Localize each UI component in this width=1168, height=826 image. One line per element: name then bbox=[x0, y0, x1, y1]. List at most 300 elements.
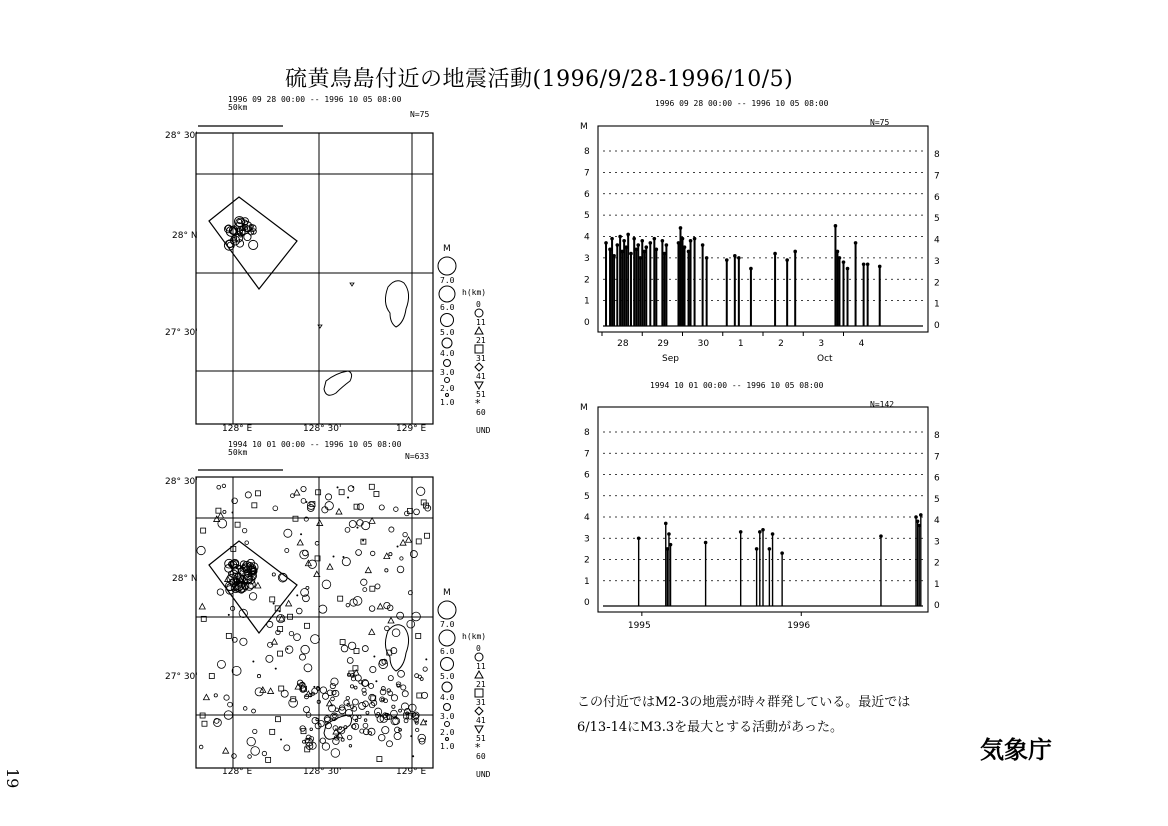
map-bottom-scale: 50km bbox=[228, 448, 248, 457]
earthquake-cluster bbox=[225, 559, 258, 594]
chart-y-tick-label: 6 bbox=[584, 470, 590, 481]
earthquake-marker bbox=[300, 550, 309, 559]
legend-magnitude-circle bbox=[442, 338, 452, 348]
chart-y-tick-label-right: 3 bbox=[934, 256, 940, 267]
earthquake-marker bbox=[370, 551, 374, 555]
chart-y-tick-label: 5 bbox=[584, 491, 590, 502]
chart-point bbox=[914, 515, 918, 519]
legend-depth-symbol bbox=[475, 689, 483, 697]
legend-depth-label: 0 bbox=[476, 300, 481, 309]
earthquake-marker bbox=[346, 603, 350, 607]
agency-name: 気象庁 bbox=[980, 735, 1052, 764]
legend-depth-label: 60 bbox=[476, 408, 486, 417]
legend-depth-label: 31 bbox=[476, 354, 486, 363]
legend-depth-label: UND bbox=[476, 426, 491, 435]
earthquake-marker bbox=[322, 743, 329, 750]
chart-point bbox=[689, 239, 693, 243]
earthquake-marker bbox=[366, 711, 369, 714]
map-bottom-lon-3: 129° E bbox=[396, 767, 427, 777]
earthquake-marker bbox=[252, 661, 254, 663]
map-top-lon-1: 128° E bbox=[222, 424, 253, 434]
legend-magnitude-label: 4.0 bbox=[440, 693, 455, 702]
chart-bottom-ylabel: M bbox=[580, 403, 588, 413]
earthquake-marker bbox=[346, 696, 349, 699]
earthquake-marker bbox=[270, 597, 275, 602]
legend-magnitude-label: 6.0 bbox=[440, 647, 455, 656]
chart-top-month-sep: Sep bbox=[662, 354, 679, 364]
chart-point bbox=[612, 254, 616, 258]
chart-point bbox=[879, 534, 883, 538]
earthquake-marker bbox=[271, 639, 277, 645]
earthquake-marker bbox=[341, 738, 344, 741]
chart-point bbox=[683, 245, 687, 249]
chart-point bbox=[842, 260, 846, 264]
map-top-lon-2: 128° 30' bbox=[303, 424, 342, 434]
legend-magnitude-label: 5.0 bbox=[440, 671, 455, 681]
earthquake-marker bbox=[416, 633, 421, 638]
legend-magnitude-circle bbox=[442, 682, 452, 692]
earthquake-marker bbox=[369, 694, 376, 701]
legend-depth-symbol bbox=[475, 363, 483, 371]
chart-point bbox=[622, 239, 626, 243]
earthquake-marker bbox=[303, 706, 309, 712]
earthquake-marker bbox=[385, 569, 388, 572]
earthquake-marker bbox=[202, 721, 207, 726]
earthquake-marker bbox=[251, 747, 260, 756]
earthquake-marker bbox=[217, 660, 225, 668]
chart-point bbox=[626, 233, 630, 237]
chart-point bbox=[739, 530, 743, 534]
earthquake-marker bbox=[423, 667, 427, 671]
earthquake-marker bbox=[255, 582, 261, 588]
chart-point bbox=[632, 237, 636, 241]
earthquake-marker bbox=[299, 654, 305, 660]
earthquake-marker bbox=[389, 527, 394, 532]
legend-depth-symbol: * bbox=[475, 741, 481, 754]
earthquake-marker bbox=[320, 738, 325, 743]
earthquake-marker bbox=[278, 627, 283, 632]
chart-point bbox=[768, 547, 772, 551]
legend-magnitude-label: 1.0 bbox=[440, 741, 455, 751]
chart-y-tick-label-right: 2 bbox=[934, 278, 940, 289]
chart-y-tick-label: 5 bbox=[584, 211, 590, 222]
earthquake-marker bbox=[320, 687, 326, 693]
chart-point bbox=[758, 530, 762, 534]
chart-x-tick-label: 3 bbox=[818, 339, 825, 349]
chart-y-tick-label-right: 8 bbox=[934, 431, 940, 441]
earthquake-marker bbox=[252, 503, 257, 508]
earthquake-marker bbox=[362, 680, 368, 686]
map-top-scale: 50km bbox=[228, 103, 248, 112]
chart-point bbox=[669, 543, 673, 547]
map-bottom-lat-3: 27° 30' bbox=[165, 672, 198, 682]
earthquake-marker bbox=[350, 283, 354, 286]
earthquake-marker bbox=[425, 658, 427, 660]
chart-point bbox=[629, 252, 633, 256]
earthquake-marker bbox=[392, 705, 395, 708]
earthquake-marker bbox=[245, 541, 249, 545]
earthquake-marker bbox=[244, 233, 251, 240]
earthquake-marker bbox=[397, 612, 404, 619]
chart-0 bbox=[584, 126, 940, 349]
earthquake-marker bbox=[353, 597, 362, 606]
earthquake-marker bbox=[398, 670, 405, 677]
chart-point bbox=[610, 237, 614, 241]
chart-bottom-title: 1994 10 01 00:00 -- 1996 10 05 08:00 bbox=[650, 381, 824, 390]
chart-point bbox=[664, 522, 668, 526]
earthquake-marker bbox=[199, 745, 203, 749]
map-top-lat-1: 28° 30' bbox=[165, 131, 198, 141]
chart-point bbox=[653, 237, 657, 241]
legend-magnitude-label: 7.0 bbox=[440, 276, 455, 285]
earthquake-marker bbox=[345, 527, 350, 532]
earthquake-scatter bbox=[197, 484, 431, 762]
legend-magnitude-label: 2.0 bbox=[440, 727, 455, 737]
earthquake-marker bbox=[338, 596, 343, 601]
earthquake-marker bbox=[342, 556, 344, 558]
earthquake-marker bbox=[421, 692, 427, 698]
earthquake-marker bbox=[369, 484, 374, 489]
legend-magnitude-circle bbox=[441, 658, 454, 671]
chart-point bbox=[704, 541, 708, 545]
earthquake-marker bbox=[228, 614, 230, 616]
chart-point bbox=[681, 237, 685, 241]
chart-y-tick-label: 0 bbox=[584, 318, 590, 328]
earthquake-marker bbox=[377, 757, 382, 762]
chart-y-tick-label-right: 4 bbox=[934, 235, 940, 246]
chart-point bbox=[618, 235, 622, 239]
map-top-period: 1996 09 28 00:00 -- 1996 10 05 08:00 bbox=[228, 95, 402, 104]
earthquake-marker bbox=[200, 713, 205, 718]
legend-depth-label: 41 bbox=[476, 372, 486, 381]
earthquake-marker bbox=[363, 723, 368, 728]
earthquake-marker bbox=[330, 683, 335, 688]
chart-x-tick-label: 29 bbox=[657, 339, 669, 349]
earthquake-marker bbox=[273, 602, 275, 604]
earthquake-marker bbox=[306, 586, 309, 589]
earthquake-marker bbox=[361, 579, 367, 585]
chart-point bbox=[846, 267, 850, 271]
earthquake-marker bbox=[217, 589, 223, 595]
earthquake-marker bbox=[223, 510, 226, 513]
earthquake-marker bbox=[379, 505, 384, 510]
chart-point bbox=[636, 243, 640, 247]
chart-x-tick-label: 1996 bbox=[787, 621, 811, 631]
earthquake-marker bbox=[354, 686, 357, 689]
legend-depth-label: 11 bbox=[476, 318, 486, 327]
legend-magnitude-circle bbox=[446, 738, 449, 741]
earthquake-marker bbox=[342, 558, 350, 566]
legend-depth-symbol bbox=[475, 382, 483, 389]
earthquake-marker bbox=[389, 553, 392, 556]
earthquake-marker bbox=[347, 657, 353, 663]
earthquake-marker bbox=[394, 733, 401, 740]
earthquake-marker bbox=[280, 739, 282, 741]
chart-point bbox=[644, 245, 648, 249]
earthquake-marker bbox=[352, 486, 354, 488]
map-bottom-lon-1: 128° E bbox=[222, 767, 253, 777]
legend-depth-symbol bbox=[475, 309, 483, 317]
chart-y-tick-label: 3 bbox=[584, 253, 590, 264]
earthquake-marker bbox=[228, 702, 233, 707]
earthquake-marker bbox=[365, 567, 371, 573]
earthquake-marker bbox=[266, 655, 273, 662]
chart-point bbox=[773, 252, 777, 256]
earthquake-marker bbox=[385, 626, 390, 631]
map-top-lat-3: 27° 30' bbox=[165, 328, 198, 338]
map-bottom-count: N=633 bbox=[405, 452, 430, 461]
island-outline bbox=[385, 281, 408, 327]
earthquake-marker bbox=[262, 751, 266, 755]
chart-y-tick-label: 2 bbox=[584, 275, 590, 286]
map-top-lon-3: 129° E bbox=[396, 424, 427, 434]
earthquake-marker bbox=[410, 735, 412, 737]
chart-y-tick-label-right: 1 bbox=[934, 579, 940, 590]
earthquake-marker bbox=[374, 492, 379, 497]
chart-point bbox=[655, 248, 659, 252]
earthquake-marker bbox=[227, 242, 232, 247]
earthquake-marker bbox=[235, 522, 240, 527]
chart-x-tick-label: 28 bbox=[617, 339, 629, 349]
earthquake-marker bbox=[359, 702, 366, 709]
chart-y-tick-label-right: 0 bbox=[934, 601, 940, 611]
earthquake-marker bbox=[311, 635, 320, 644]
earthquake-marker bbox=[382, 726, 389, 733]
earthquake-marker bbox=[319, 605, 327, 613]
earthquake-marker bbox=[272, 573, 275, 576]
chart-point bbox=[836, 250, 840, 254]
earthquake-marker bbox=[339, 490, 344, 495]
earthquake-marker bbox=[356, 527, 358, 529]
earthquake-marker bbox=[370, 666, 376, 672]
legend-depth-label: 21 bbox=[476, 336, 486, 345]
legend-magnitude-label: 3.0 bbox=[440, 711, 455, 721]
earthquake-marker bbox=[201, 528, 206, 533]
earthquake-marker bbox=[226, 633, 231, 638]
earthquake-marker bbox=[336, 509, 342, 515]
chart-bottom-count: N=142 bbox=[870, 400, 895, 409]
chart-x-tick-label: 1 bbox=[737, 339, 744, 349]
earthquake-marker bbox=[266, 757, 271, 762]
earthquake-marker bbox=[347, 497, 349, 499]
legend-depth-label: 51 bbox=[476, 390, 486, 399]
earthquake-marker bbox=[303, 550, 309, 556]
earthquake-marker bbox=[381, 687, 385, 691]
earthquake-marker bbox=[248, 755, 252, 759]
earthquake-marker bbox=[300, 533, 302, 535]
earthquake-marker bbox=[216, 508, 221, 513]
map-bottom-period: 1994 10 01 00:00 -- 1996 10 05 08:00 bbox=[228, 440, 402, 449]
earthquake-marker bbox=[392, 629, 400, 637]
earthquake-marker bbox=[369, 629, 375, 635]
earthquake-marker bbox=[349, 745, 352, 748]
chart-y-tick-label: 7 bbox=[584, 449, 590, 460]
earthquake-marker bbox=[267, 621, 273, 627]
legend-magnitude-label: 5.0 bbox=[440, 327, 455, 337]
note-line-1: この付近ではM2-3の地震が時々群発している。最近では bbox=[577, 695, 911, 710]
earthquake-marker bbox=[425, 720, 427, 722]
earthquake-marker bbox=[293, 516, 298, 521]
legend-magnitude-title: M bbox=[443, 588, 451, 598]
earthquake-marker bbox=[416, 728, 419, 731]
island-outline bbox=[324, 371, 352, 395]
earthquake-marker bbox=[352, 699, 358, 705]
chart-y-tick-label: 0 bbox=[584, 598, 590, 608]
earthquake-marker bbox=[424, 533, 429, 538]
earthquake-marker bbox=[397, 566, 404, 573]
chart-point bbox=[878, 265, 882, 269]
earthquake-marker bbox=[285, 548, 289, 552]
earthquake-marker bbox=[375, 680, 377, 682]
chart-y-tick-label: 6 bbox=[584, 189, 590, 200]
earthquake-marker bbox=[273, 506, 278, 511]
earthquake-marker bbox=[322, 580, 331, 589]
legend-magnitude-circle bbox=[439, 286, 455, 302]
earthquake-marker bbox=[197, 546, 205, 554]
earthquake-marker bbox=[278, 651, 283, 656]
earthquake-marker bbox=[315, 541, 319, 545]
earthquake-marker bbox=[322, 693, 328, 699]
earthquake-marker bbox=[232, 511, 234, 513]
earthquake-marker bbox=[404, 719, 408, 723]
earthquake-marker bbox=[391, 695, 397, 701]
chart-point bbox=[615, 243, 619, 247]
earthquake-marker bbox=[381, 698, 383, 700]
earthquake-marker bbox=[410, 551, 417, 558]
earthquake-marker bbox=[239, 609, 247, 617]
chart-y-tick-label: 1 bbox=[584, 296, 590, 307]
chart-point bbox=[785, 258, 789, 262]
earthquake-marker bbox=[243, 707, 247, 711]
legend-depth-title: h(km) bbox=[462, 632, 487, 641]
chart-y-tick-label-right: 5 bbox=[934, 494, 940, 505]
earthquake-marker bbox=[203, 694, 209, 700]
earthquake-marker bbox=[378, 734, 385, 741]
page-number: 19 bbox=[3, 768, 22, 789]
chart-point bbox=[661, 239, 665, 243]
chart-y-tick-label-right: 2 bbox=[934, 558, 940, 569]
earthquake-marker bbox=[415, 674, 419, 678]
chart-point bbox=[919, 513, 923, 517]
earthquake-marker bbox=[294, 634, 301, 641]
chart-point bbox=[916, 519, 920, 523]
chart-frame bbox=[598, 126, 928, 332]
page-title: 硫黄鳥島付近の地震活動(1996/9/28-1996/10/5) bbox=[285, 67, 794, 92]
chart-y-tick-label: 3 bbox=[584, 534, 590, 545]
earthquake-marker bbox=[222, 484, 225, 487]
legend-depth-symbol bbox=[475, 327, 483, 334]
earthquake-marker bbox=[255, 688, 263, 696]
earthquake-marker bbox=[285, 646, 292, 653]
earthquake-marker bbox=[289, 631, 293, 635]
earthquake-marker bbox=[373, 655, 375, 657]
chart-top-month-oct: Oct bbox=[817, 354, 833, 364]
map-bottom-lat-1: 28° 30' bbox=[165, 477, 198, 487]
legend-depth-label: 51 bbox=[476, 734, 486, 743]
earthquake-marker bbox=[394, 507, 398, 511]
legend-depth-label: 0 bbox=[476, 644, 481, 653]
earthquake-marker bbox=[310, 728, 313, 731]
chart-y-tick-label-right: 7 bbox=[934, 171, 940, 182]
earthquake-marker bbox=[275, 717, 280, 722]
chart-y-tick-label: 1 bbox=[584, 576, 590, 587]
earthquake-marker bbox=[362, 539, 364, 541]
earthquake-marker bbox=[245, 492, 251, 498]
chart-y-tick-label-right: 6 bbox=[934, 473, 940, 484]
chart-x-tick-label: 1995 bbox=[627, 621, 651, 631]
earthquake-marker bbox=[394, 727, 400, 733]
chart-point bbox=[640, 239, 644, 243]
map-bottom-lat-2: 28° N bbox=[172, 574, 198, 584]
earthquake-marker bbox=[354, 649, 359, 654]
earthquake-marker bbox=[257, 674, 260, 677]
earthquake-marker bbox=[375, 584, 380, 589]
legend-magnitude-circle bbox=[438, 257, 456, 275]
chart-y-tick-label-right: 7 bbox=[934, 452, 940, 463]
earthquake-marker bbox=[352, 723, 358, 729]
earthquake-marker bbox=[363, 588, 367, 592]
legend-depth-title: h(km) bbox=[462, 288, 487, 297]
earthquake-marker bbox=[223, 748, 229, 754]
chart-x-tick-label: 2 bbox=[778, 339, 784, 349]
earthquake-marker bbox=[358, 715, 361, 718]
earthquake-marker bbox=[199, 603, 205, 609]
earthquake-marker bbox=[327, 564, 333, 570]
legend-magnitude-label: 4.0 bbox=[440, 349, 455, 358]
chart-y-tick-label: 8 bbox=[584, 147, 590, 157]
study-area-box bbox=[209, 197, 297, 289]
legend-depth-symbol: * bbox=[475, 397, 481, 410]
chart-top-title: 1996 09 28 00:00 -- 1996 10 05 08:00 bbox=[655, 99, 829, 108]
earthquake-marker bbox=[370, 586, 375, 591]
chart-point bbox=[665, 243, 669, 247]
chart-point bbox=[649, 241, 653, 245]
earthquake-marker bbox=[362, 521, 370, 529]
earthquake-marker bbox=[406, 537, 412, 543]
earthquake-marker bbox=[317, 520, 323, 526]
earthquake-marker bbox=[388, 618, 394, 624]
earthquake-marker bbox=[331, 697, 335, 701]
chart-point bbox=[780, 551, 784, 555]
earthquake-cluster bbox=[224, 217, 257, 251]
earthquake-marker bbox=[313, 686, 315, 688]
earthquake-marker bbox=[325, 502, 333, 510]
earthquake-marker bbox=[218, 519, 227, 528]
earthquake-marker bbox=[294, 490, 300, 496]
earthquake-marker bbox=[242, 528, 246, 532]
chart-x-tick-label: 30 bbox=[697, 339, 710, 349]
earthquake-marker bbox=[301, 486, 306, 491]
map-bottom-lon-2: 128° 30' bbox=[303, 767, 342, 777]
legend-depth-symbol bbox=[475, 653, 483, 661]
legend-depth-symbol bbox=[475, 726, 483, 733]
earthquake-marker bbox=[284, 529, 292, 537]
legend-magnitude-label: 2.0 bbox=[440, 383, 455, 393]
earthquake-marker bbox=[252, 709, 256, 713]
legend-magnitude-circle bbox=[444, 704, 451, 711]
legend-magnitude-circle bbox=[446, 394, 449, 397]
earthquake-marker bbox=[296, 608, 302, 614]
earthquake-marker bbox=[369, 683, 374, 688]
earthquake-marker bbox=[353, 666, 358, 671]
legend-magnitude-label: 1.0 bbox=[440, 397, 455, 407]
chart-point bbox=[693, 237, 697, 241]
earthquake-marker bbox=[325, 494, 331, 500]
earthquake-marker bbox=[362, 646, 368, 652]
earthquake-marker bbox=[249, 240, 258, 249]
earthquake-marker bbox=[356, 550, 362, 556]
chart-y-tick-label-right: 3 bbox=[934, 537, 940, 548]
